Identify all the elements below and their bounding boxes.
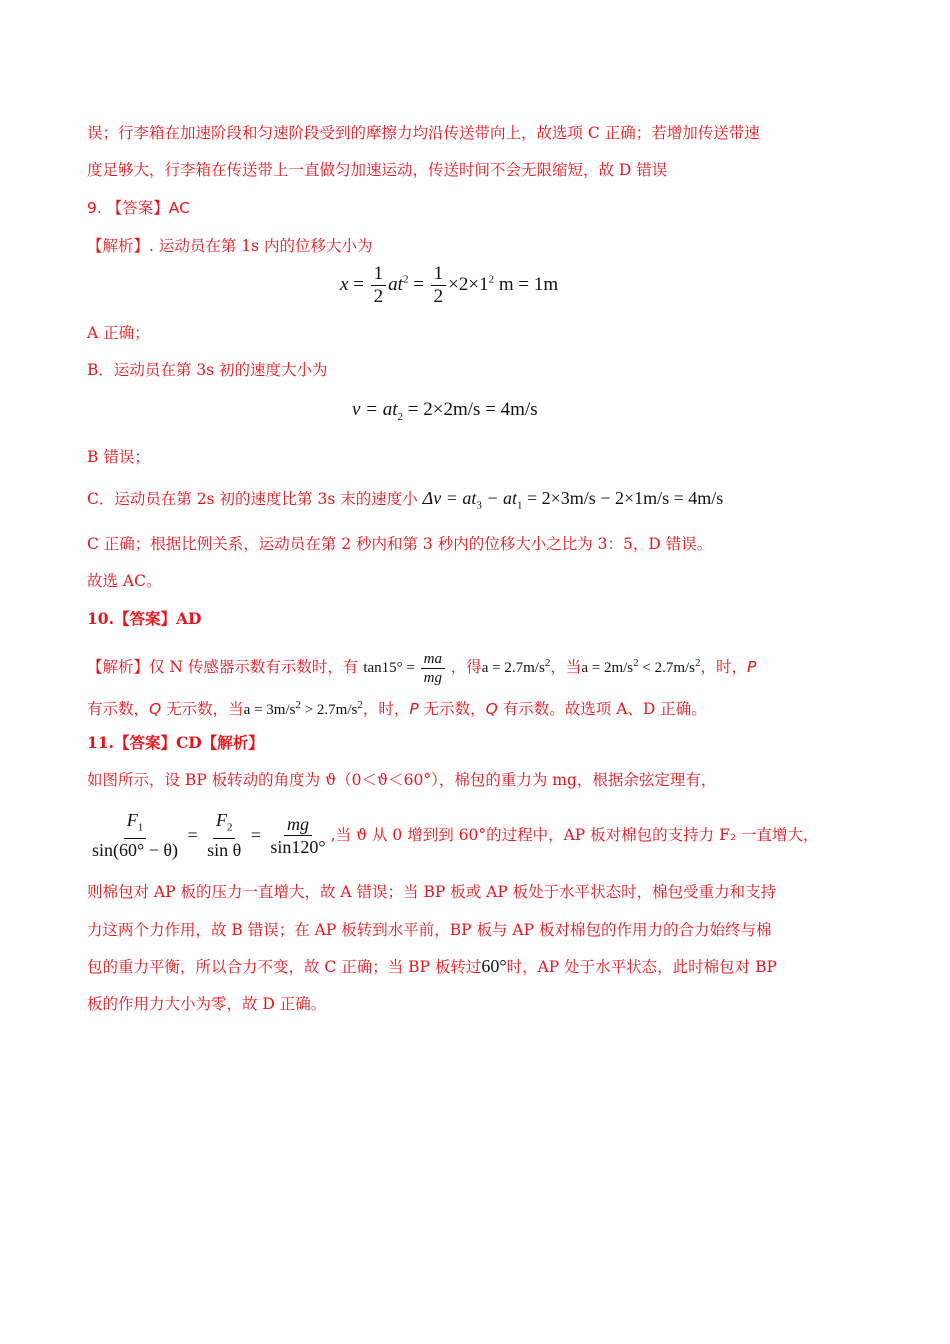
eq-exponent: 2 bbox=[633, 656, 639, 669]
text: ,当 ϑ 从 0 增到到 60°的过程中，AP 板对棉包的支持力 F₂ 一直增大， bbox=[330, 826, 819, 844]
text: 有示数， bbox=[87, 700, 150, 718]
inline-equation bbox=[422, 488, 724, 512]
text: C．运动员在第 2s 初的速度比第 3s 末的速度小 bbox=[87, 490, 418, 508]
eq-exponent: 2 bbox=[357, 699, 363, 711]
fraction bbox=[431, 264, 447, 307]
eq-term: < 2.7m/s bbox=[638, 659, 696, 676]
fraction-denominator: sin(60° − θ) bbox=[92, 840, 178, 861]
eq-sign: = bbox=[353, 273, 364, 295]
eq-term: = 2×3m/s − 2×1m/s = 4m/s bbox=[522, 488, 724, 508]
paragraph-line: B 错误； bbox=[87, 448, 150, 466]
variable: Q bbox=[485, 700, 498, 718]
fraction-numerator bbox=[124, 810, 147, 840]
eq-var: F bbox=[215, 809, 227, 830]
text: ，当 bbox=[550, 657, 582, 676]
eq-term: v = at bbox=[352, 399, 398, 420]
eq-term: a = 2.7m/s bbox=[481, 659, 545, 676]
variable: P bbox=[409, 700, 419, 718]
paragraph-line: 度足够大，行李箱在传送带上一直做匀加速运动，传送时间不会无限缩短，故 D 错误 bbox=[87, 161, 668, 179]
paragraph-line: 故选 AC。 bbox=[87, 572, 162, 590]
inline-equation: 60° bbox=[481, 956, 507, 976]
analysis-line: 【解析】. 运动员在第 1s 内的位移大小为 bbox=[87, 237, 373, 255]
question-11-answer: 11.【答案】CD【解析】 bbox=[87, 733, 264, 752]
text: 有示数。故选项 A、D 正确。 bbox=[497, 700, 707, 718]
question-9-answer bbox=[87, 198, 817, 218]
variable: Q bbox=[149, 700, 162, 718]
fraction-numerator bbox=[213, 810, 236, 840]
fraction bbox=[204, 810, 244, 861]
inline-equation bbox=[581, 656, 701, 676]
paragraph-line-with-math bbox=[87, 956, 817, 977]
inline-equation: $\frac{F_1}{\sin(60^\circ - \theta)}$ = $\frac{F_2}{\text{sin θ}}$ = $\frac{mg}{\sin 120^\circ}$ bbox=[87, 810, 331, 861]
variable: P bbox=[747, 657, 757, 676]
fraction-denominator: mg bbox=[423, 670, 442, 686]
eq-exponent: 2 bbox=[295, 699, 301, 711]
paragraph-line: B．运动员在第 3s 初的速度大小为 bbox=[87, 361, 328, 379]
fraction-numerator: mg bbox=[284, 814, 312, 836]
fraction bbox=[421, 651, 445, 686]
text: 时，AP 处于水平状态，此时棉包对 BP bbox=[506, 958, 777, 976]
fraction bbox=[89, 810, 181, 861]
question-10-answer: 10.【答案】AD bbox=[87, 609, 202, 628]
eq-term: a = 2m/s bbox=[581, 659, 634, 676]
text: ，时， bbox=[700, 657, 748, 676]
eq-subscript: 2 bbox=[226, 821, 233, 834]
paragraph-line: 误；行李箱在加速阶段和匀速阶段受到的摩擦力均沿传送带向上，故选项 C 正确；若增加传送带速 bbox=[87, 124, 760, 142]
text: 【解析】仅 N 传感器示数有示数时，有 bbox=[87, 657, 359, 676]
fraction-denominator: 2 bbox=[373, 286, 384, 307]
inline-equation bbox=[363, 651, 450, 686]
paragraph-line: 则棉包对 AP 板的压力一直增大，故 A 错误；当 BP 板或 AP 板处于水平状态时，棉包受重力和支持 bbox=[87, 883, 777, 901]
fraction-denominator: sin120° bbox=[270, 836, 326, 857]
paragraph-line: C 正确；根据比例关系，运动员在第 2 秒内和第 3 秒内的位移大小之比为 3：5，D 错误。 bbox=[87, 535, 713, 553]
eq-subscript: 1 bbox=[137, 821, 144, 834]
paragraph-line-with-math bbox=[87, 651, 817, 686]
text: 无示数，当 bbox=[161, 700, 244, 718]
eq-term: − at bbox=[481, 488, 517, 508]
eq-term: Δv = at bbox=[422, 488, 477, 508]
eq-subscript: 3 bbox=[476, 499, 482, 512]
eq-exponent: 2 bbox=[402, 273, 409, 286]
eq-term: at bbox=[388, 273, 403, 295]
equation-line bbox=[87, 808, 817, 862]
eq-sign: = bbox=[413, 273, 424, 295]
eq-exponent: 2 bbox=[695, 656, 701, 669]
paragraph-line: A 正确； bbox=[87, 324, 150, 342]
inline-equation bbox=[243, 699, 363, 718]
text: 包的重力平衡，所以合力不变，故 C 正确；当 BP 板转过 bbox=[87, 958, 482, 976]
answer-label: 【答案】AC bbox=[106, 199, 190, 217]
inline-equation bbox=[481, 656, 551, 676]
eq-var: F bbox=[126, 809, 138, 830]
eq-exponent: 2 bbox=[488, 273, 495, 286]
eq-term: m = 1m bbox=[494, 273, 559, 295]
eq-term: > 2.7m/s bbox=[300, 702, 358, 718]
text: 无示数， bbox=[418, 700, 486, 718]
eq-term: tan15° = bbox=[363, 659, 415, 676]
fraction-numerator: 1 bbox=[371, 264, 387, 286]
paragraph-line: 板的作用力大小为零，故 D 正确。 bbox=[87, 995, 327, 1013]
eq-subscript: 2 bbox=[397, 410, 404, 423]
eq-exponent: 2 bbox=[544, 656, 551, 669]
equation-displacement bbox=[340, 264, 558, 307]
eq-term: a = 3m/s bbox=[243, 702, 296, 718]
fraction-denominator: sin θ bbox=[207, 840, 242, 861]
eq-term: = 2×2m/s = 4m/s bbox=[403, 399, 538, 420]
question-number: 9. bbox=[87, 199, 102, 217]
equation-velocity bbox=[352, 399, 538, 423]
eq-var: x bbox=[340, 273, 349, 295]
paragraph-line-with-math bbox=[87, 695, 817, 720]
eq-subscript: 1 bbox=[517, 499, 523, 512]
eq-term: ×2×1 bbox=[448, 273, 489, 295]
fraction-numerator: 1 bbox=[431, 264, 447, 286]
fraction bbox=[267, 814, 328, 857]
paragraph-line: 力这两个力作用，故 B 错误；在 AP 板转到水平前，BP 板与 AP 板对棉包的作用力的合力始终与棉 bbox=[87, 921, 772, 939]
text: ，得 bbox=[450, 657, 482, 676]
fraction bbox=[371, 264, 387, 307]
fraction-denominator: 2 bbox=[433, 286, 444, 307]
paragraph-line: 如图所示，设 BP 板转动的角度为 ϑ（0＜ϑ＜60°），棉包的重力为 mg，根据余弦定理有， bbox=[87, 771, 717, 789]
fraction-numerator: ma bbox=[421, 651, 445, 669]
paragraph-line-with-math bbox=[87, 488, 817, 516]
text: ，时， bbox=[362, 700, 410, 718]
